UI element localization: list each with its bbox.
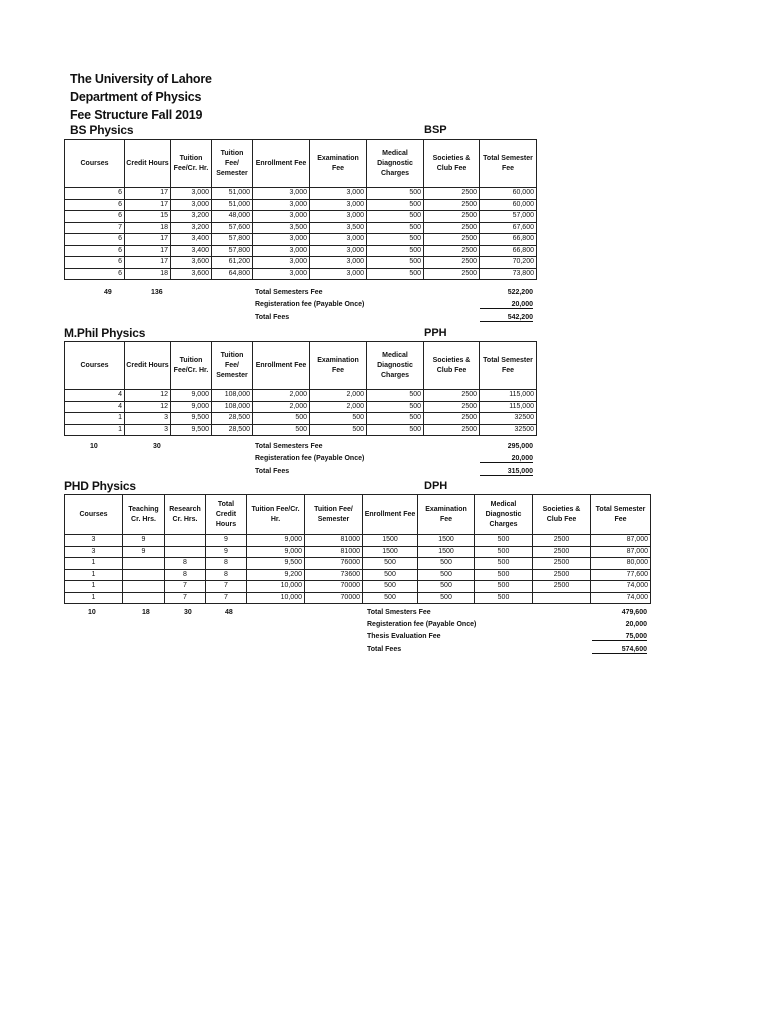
table-cell: 87,000	[591, 535, 651, 547]
phd-summary-label-0: Total Smesters Fee	[367, 609, 431, 616]
table-row	[65, 558, 651, 570]
phd-summary-value-1: 20,000	[625, 621, 647, 628]
bs-col-header: Credit Hours	[125, 140, 171, 188]
table-cell: 500	[367, 390, 424, 402]
table-cell: 9	[123, 535, 165, 547]
table-cell: 1	[65, 424, 125, 436]
mphil-summary-label-0: Total Semesters Fee	[255, 443, 323, 450]
table-cell: 3,000	[253, 245, 310, 257]
phd-summary-label-2: Thesis Evaluation Fee	[367, 633, 441, 640]
table-cell: 2,000	[310, 390, 367, 402]
mphil-header-row	[65, 342, 537, 390]
table-cell: 3,400	[171, 234, 212, 246]
phd-program-code: DPH	[424, 480, 448, 492]
table-cell: 7	[206, 581, 247, 593]
table-cell: 3,000	[310, 257, 367, 269]
table-cell: 500	[367, 401, 424, 413]
mphil-col-header: Credit Hours	[125, 342, 171, 390]
table-cell: 1500	[363, 535, 418, 547]
mphil-col-header: Medical Diagnostic Charges	[367, 342, 424, 390]
phd-total-teaching: 18	[142, 609, 150, 616]
phd-header-row	[65, 495, 651, 535]
table-cell: 80,000	[591, 558, 651, 570]
table-cell: 32500	[480, 413, 537, 425]
table-row	[65, 222, 537, 234]
table-cell: 17	[125, 188, 171, 200]
table-cell: 3,000	[253, 234, 310, 246]
table-cell: 6	[65, 234, 125, 246]
table-cell: 2500	[424, 390, 480, 402]
table-cell: 1500	[418, 546, 475, 558]
table-cell: 3,400	[171, 245, 212, 257]
phd-col-header: Enrollment Fee	[363, 495, 418, 535]
table-cell: 3,000	[310, 199, 367, 211]
table-row	[65, 592, 651, 604]
table-row	[65, 390, 537, 402]
table-cell: 9,000	[247, 546, 305, 558]
table-cell: 4	[65, 390, 125, 402]
university-name: The University of Lahore	[70, 72, 212, 86]
table-cell: 18	[125, 268, 171, 280]
document-title: Fee Structure Fall 2019	[70, 108, 203, 122]
table-cell: 1	[65, 413, 125, 425]
table-cell: 17	[125, 234, 171, 246]
phd-col-header: Tuition Fee/Cr. Hr.	[247, 495, 305, 535]
phd-summary-value-2: 75,000	[592, 633, 647, 641]
table-cell: 3,000	[253, 188, 310, 200]
table-cell: 500	[363, 569, 418, 581]
table-row	[65, 257, 537, 269]
table-cell: 51,000	[212, 188, 253, 200]
table-cell: 2500	[533, 581, 591, 593]
phd-col-header: Examination Fee	[418, 495, 475, 535]
table-cell: 1500	[363, 546, 418, 558]
phd-col-header: Total Semester Fee	[591, 495, 651, 535]
phd-section-title: PHD Physics	[64, 479, 136, 493]
phd-col-header: Total Credit Hours	[206, 495, 247, 535]
mphil-col-header: Examination Fee	[310, 342, 367, 390]
table-row	[65, 199, 537, 211]
bs-section-title: BS Physics	[70, 123, 134, 137]
phd-col-header: Medical Diagnostic Charges	[475, 495, 533, 535]
table-cell: 2,000	[253, 390, 310, 402]
table-cell: 2500	[424, 424, 480, 436]
table-cell: 500	[418, 558, 475, 570]
table-cell: 500	[418, 592, 475, 604]
table-cell: 12	[125, 401, 171, 413]
table-cell: 500	[367, 257, 424, 269]
bs-table-body	[65, 188, 537, 280]
mphil-table-body	[65, 390, 537, 436]
mphil-section-title: M.Phil Physics	[64, 326, 146, 340]
table-cell: 2500	[533, 535, 591, 547]
table-cell: 7	[65, 222, 125, 234]
table-cell: 17	[125, 199, 171, 211]
table-cell	[123, 592, 165, 604]
table-cell: 500	[367, 234, 424, 246]
table-cell: 3,000	[253, 211, 310, 223]
table-cell: 4	[65, 401, 125, 413]
table-cell: 500	[367, 413, 424, 425]
bs-col-header: Societies & Club Fee	[424, 140, 480, 188]
table-cell: 9,500	[247, 558, 305, 570]
table-cell: 500	[475, 592, 533, 604]
table-cell: 66,800	[480, 245, 537, 257]
bs-col-header: Total Semester Fee	[480, 140, 537, 188]
table-cell: 3,500	[310, 222, 367, 234]
table-cell: 12	[125, 390, 171, 402]
table-cell: 9,000	[171, 401, 212, 413]
table-cell: 2500	[424, 234, 480, 246]
phd-col-header: Societies & Club Fee	[533, 495, 591, 535]
table-cell: 61,200	[212, 257, 253, 269]
table-cell: 17	[125, 257, 171, 269]
table-cell	[123, 581, 165, 593]
table-cell: 77,600	[591, 569, 651, 581]
table-cell: 2500	[424, 413, 480, 425]
table-cell: 115,000	[480, 390, 537, 402]
bs-col-header: Tuition Fee/Cr. Hr.	[171, 140, 212, 188]
table-cell: 18	[125, 222, 171, 234]
table-cell: 500	[310, 413, 367, 425]
mphil-total-courses: 10	[90, 443, 98, 450]
phd-summary-label-1: Registeration fee (Payable Once)	[367, 621, 477, 628]
phd-summary-value-0: 479,600	[621, 609, 647, 616]
mphil-col-header: Enrollment Fee	[253, 342, 310, 390]
table-cell: 1500	[418, 535, 475, 547]
table-cell: 2500	[424, 268, 480, 280]
table-cell: 500	[475, 581, 533, 593]
table-cell: 8	[206, 558, 247, 570]
table-cell: 3,000	[310, 188, 367, 200]
table-cell	[123, 558, 165, 570]
table-cell: 9	[123, 546, 165, 558]
table-cell: 500	[367, 424, 424, 436]
table-cell: 17	[125, 245, 171, 257]
table-cell: 8	[165, 569, 206, 581]
table-cell: 500	[367, 188, 424, 200]
table-cell: 2500	[533, 546, 591, 558]
table-cell: 3,000	[171, 188, 212, 200]
table-cell: 2500	[533, 569, 591, 581]
phd-col-header: Tuition Fee/ Semester	[305, 495, 363, 535]
table-cell: 81000	[305, 535, 363, 547]
bs-total-credit-hours: 136	[151, 289, 163, 296]
table-cell: 3,600	[171, 268, 212, 280]
table-cell: 500	[367, 245, 424, 257]
table-cell: 3,000	[310, 211, 367, 223]
table-cell: 3,600	[171, 257, 212, 269]
phd-summary-value-3: 574,600	[592, 646, 647, 654]
table-cell: 87,000	[591, 546, 651, 558]
table-cell: 9,500	[171, 413, 212, 425]
table-cell: 6	[65, 257, 125, 269]
table-cell: 9,200	[247, 569, 305, 581]
table-cell: 57,600	[212, 222, 253, 234]
bs-program-code: BSP	[424, 124, 447, 136]
table-row	[65, 546, 651, 558]
table-cell: 6	[65, 268, 125, 280]
table-cell: 6	[65, 245, 125, 257]
mphil-summary-value-0: 295,000	[507, 443, 533, 450]
mphil-summary-value-2: 315,000	[480, 468, 533, 476]
table-cell: 2500	[424, 401, 480, 413]
table-cell: 6	[65, 188, 125, 200]
table-cell: 500	[418, 569, 475, 581]
bs-col-header: Enrollment Fee	[253, 140, 310, 188]
table-row	[65, 401, 537, 413]
table-cell	[123, 569, 165, 581]
table-row	[65, 424, 537, 436]
table-row	[65, 188, 537, 200]
table-cell: 10,000	[247, 592, 305, 604]
table-cell: 74,000	[591, 581, 651, 593]
table-cell: 51,000	[212, 199, 253, 211]
bs-fee-table	[64, 139, 537, 280]
table-cell: 66,800	[480, 234, 537, 246]
table-cell: 500	[253, 424, 310, 436]
table-cell: 74,000	[591, 592, 651, 604]
table-cell: 108,000	[212, 390, 253, 402]
table-cell	[165, 546, 206, 558]
table-cell: 28,500	[212, 413, 253, 425]
table-cell: 3,500	[253, 222, 310, 234]
phd-col-header: Teaching Cr. Hrs.	[123, 495, 165, 535]
mphil-summary-label-1: Registeration fee (Payable Once)	[255, 455, 365, 462]
table-cell: 67,600	[480, 222, 537, 234]
mphil-fee-table	[64, 341, 537, 436]
table-cell: 500	[253, 413, 310, 425]
table-cell: 15	[125, 211, 171, 223]
mphil-col-header: Societies & Club Fee	[424, 342, 480, 390]
mphil-summary-value-1: 20,000	[480, 455, 533, 463]
mphil-col-header: Total Semester Fee	[480, 342, 537, 390]
table-cell: 7	[206, 592, 247, 604]
table-row	[65, 535, 651, 547]
table-cell: 9	[206, 546, 247, 558]
bs-col-header: Medical Diagnostic Charges	[367, 140, 424, 188]
phd-fee-table	[64, 494, 651, 604]
table-cell: 500	[475, 535, 533, 547]
table-cell: 10,000	[247, 581, 305, 593]
table-cell: 3,000	[310, 234, 367, 246]
bs-summary-label-0: Total Semesters Fee	[255, 289, 323, 296]
table-cell: 2,000	[253, 401, 310, 413]
table-cell: 73600	[305, 569, 363, 581]
table-cell: 3,200	[171, 211, 212, 223]
table-cell: 500	[475, 558, 533, 570]
mphil-col-header: Courses	[65, 342, 125, 390]
bs-summary-value-2: 542,200	[480, 314, 533, 322]
table-cell: 1	[65, 558, 123, 570]
mphil-total-credit-hours: 30	[153, 443, 161, 450]
table-cell: 1	[65, 581, 123, 593]
table-cell: 57,800	[212, 245, 253, 257]
bs-col-header: Examination Fee	[310, 140, 367, 188]
phd-total-courses: 10	[88, 609, 96, 616]
table-cell: 2500	[424, 257, 480, 269]
mphil-summary-label-2: Total Fees	[255, 468, 290, 475]
table-cell: 500	[475, 546, 533, 558]
table-cell: 3	[65, 546, 123, 558]
table-cell: 48,000	[212, 211, 253, 223]
bs-col-header: Courses	[65, 140, 125, 188]
table-cell: 64,800	[212, 268, 253, 280]
table-row	[65, 245, 537, 257]
table-cell: 70,200	[480, 257, 537, 269]
table-cell: 3,000	[253, 257, 310, 269]
table-cell: 9	[206, 535, 247, 547]
table-cell: 81000	[305, 546, 363, 558]
mphil-col-header: Tuition Fee/ Semester	[212, 342, 253, 390]
phd-table-body	[65, 535, 651, 604]
table-cell: 500	[475, 569, 533, 581]
bs-header-row	[65, 140, 537, 188]
table-row	[65, 268, 537, 280]
table-cell: 500	[363, 558, 418, 570]
phd-total-research: 30	[184, 609, 192, 616]
document-header	[70, 70, 212, 124]
table-cell: 500	[367, 199, 424, 211]
phd-col-header: Courses	[65, 495, 123, 535]
phd-summary-label-3: Total Fees	[367, 646, 402, 653]
table-cell: 32500	[480, 424, 537, 436]
mphil-col-header: Tuition Fee/Cr. Hr.	[171, 342, 212, 390]
table-cell: 60,000	[480, 199, 537, 211]
table-cell	[533, 592, 591, 604]
bs-col-header: Tuition Fee/ Semester	[212, 140, 253, 188]
table-cell: 3,000	[171, 199, 212, 211]
table-cell: 8	[165, 558, 206, 570]
table-cell: 3,000	[253, 199, 310, 211]
table-cell: 500	[310, 424, 367, 436]
table-cell: 115,000	[480, 401, 537, 413]
bs-summary-label-2: Total Fees	[255, 314, 290, 321]
table-cell: 57,800	[212, 234, 253, 246]
table-cell: 3,200	[171, 222, 212, 234]
table-cell: 500	[418, 581, 475, 593]
bs-summary-label-1: Registeration fee (Payable Once)	[255, 301, 365, 308]
bs-total-courses: 49	[104, 289, 112, 296]
table-cell: 2500	[533, 558, 591, 570]
table-cell: 3,000	[310, 268, 367, 280]
table-cell: 500	[367, 222, 424, 234]
phd-total-credit-hours: 48	[225, 609, 233, 616]
table-cell: 3	[125, 413, 171, 425]
table-row	[65, 569, 651, 581]
table-cell: 3,000	[253, 268, 310, 280]
table-cell: 3	[65, 535, 123, 547]
table-cell: 1	[65, 592, 123, 604]
bs-summary-value-1: 20,000	[480, 301, 533, 309]
table-cell: 7	[165, 581, 206, 593]
table-row	[65, 234, 537, 246]
table-cell: 9,500	[171, 424, 212, 436]
mphil-program-code: PPH	[424, 327, 447, 339]
table-cell: 9,000	[171, 390, 212, 402]
table-cell: 500	[367, 268, 424, 280]
table-cell: 108,000	[212, 401, 253, 413]
table-cell: 2500	[424, 222, 480, 234]
table-cell: 6	[65, 211, 125, 223]
table-cell: 60,000	[480, 188, 537, 200]
table-cell: 500	[367, 211, 424, 223]
table-cell: 7	[165, 592, 206, 604]
table-cell: 2500	[424, 199, 480, 211]
table-cell: 70000	[305, 581, 363, 593]
table-row	[65, 413, 537, 425]
table-cell: 500	[363, 581, 418, 593]
table-cell: 3	[125, 424, 171, 436]
table-cell	[165, 535, 206, 547]
table-cell: 73,800	[480, 268, 537, 280]
table-cell: 70000	[305, 592, 363, 604]
table-cell: 57,000	[480, 211, 537, 223]
table-cell: 2,000	[310, 401, 367, 413]
table-cell: 2500	[424, 245, 480, 257]
table-cell: 500	[363, 592, 418, 604]
table-cell: 2500	[424, 188, 480, 200]
table-cell: 6	[65, 199, 125, 211]
table-cell: 1	[65, 569, 123, 581]
table-cell: 76000	[305, 558, 363, 570]
table-row	[65, 581, 651, 593]
table-row	[65, 211, 537, 223]
table-cell: 9,000	[247, 535, 305, 547]
bs-summary-value-0: 522,200	[507, 289, 533, 296]
table-cell: 2500	[424, 211, 480, 223]
table-cell: 28,500	[212, 424, 253, 436]
phd-col-header: Research Cr. Hrs.	[165, 495, 206, 535]
department-name: Department of Physics	[70, 90, 202, 104]
table-cell: 3,000	[310, 245, 367, 257]
table-cell: 8	[206, 569, 247, 581]
